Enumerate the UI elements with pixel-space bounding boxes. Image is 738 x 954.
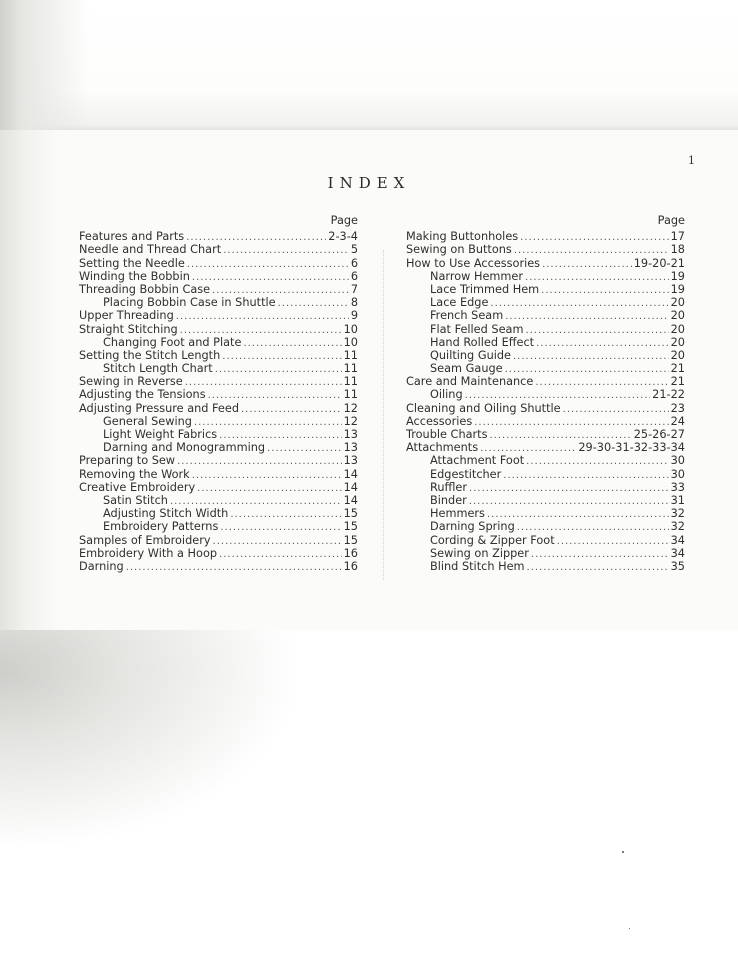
entry-label: Lace Trimmed Hem (430, 282, 540, 296)
index-entry (79, 428, 358, 441)
entry-label: Preparing to Sew (79, 454, 176, 468)
entry-label: Embroidery Patterns (103, 520, 219, 534)
dot-leader (531, 548, 669, 561)
dot-leader (243, 337, 341, 350)
index-entry (79, 309, 358, 322)
entry-page-number: 14 (343, 480, 358, 494)
index-entry (79, 441, 358, 454)
entry-label: Seam Gauge (430, 362, 503, 376)
index-entry (406, 415, 685, 428)
entry-label: Hemmers (430, 507, 485, 521)
index-entry (406, 349, 685, 362)
entry-label: Narrow Hemmer (430, 269, 524, 283)
column-header-page: Page (657, 214, 685, 227)
dot-leader (469, 482, 669, 495)
entry-label: Darning Spring (430, 520, 515, 534)
index-column-left (79, 214, 358, 573)
scan-speck (622, 851, 624, 853)
entry-page-number: 20 (670, 296, 685, 310)
index-entry-list (406, 230, 685, 573)
entry-page-number: 18 (670, 243, 685, 257)
index-entry (406, 441, 685, 454)
entry-label: Placing Bobbin Case in Shuttle (103, 296, 276, 310)
index-entry (79, 415, 358, 428)
index-entry (79, 283, 358, 296)
entry-label: Accessories (406, 414, 473, 428)
entry-page-number: 6 (350, 256, 358, 270)
entry-page-number: 20 (670, 322, 685, 336)
entry-label: Blind Stitch Hem (430, 559, 525, 573)
entry-page-number: 34 (670, 546, 685, 560)
scan-speck (629, 928, 630, 929)
entry-page-number: 15 (343, 520, 358, 534)
entry-page-number: 19 (670, 269, 685, 283)
index-entry (406, 481, 685, 494)
index-entry (406, 534, 685, 547)
index-entry (79, 323, 358, 336)
entry-label: Upper Threading (79, 309, 174, 323)
entry-label: French Seam (430, 309, 504, 323)
index-entry (406, 454, 685, 467)
dot-leader (177, 455, 342, 468)
entry-page-number: 10 (343, 335, 358, 349)
index-entry (406, 283, 685, 296)
entry-label: Satin Stitch (103, 493, 168, 507)
dot-leader (126, 561, 342, 574)
dot-leader (197, 482, 341, 495)
dot-leader (219, 548, 342, 561)
index-entry (79, 388, 358, 401)
entry-page-number: 6 (350, 269, 358, 283)
entry-page-number: 15 (343, 533, 358, 547)
index-entry (406, 230, 685, 243)
entry-label: Lace Edge (430, 296, 489, 310)
page-number: 1 (688, 154, 695, 167)
entry-page-number: 11 (343, 375, 358, 389)
entry-page-number: 21-22 (652, 388, 685, 402)
entry-page-number: 30 (670, 454, 685, 468)
entry-page-number: 16 (343, 559, 358, 573)
dot-leader (223, 244, 349, 257)
entry-page-number: 9 (350, 309, 358, 323)
entry-label: Features and Parts (79, 230, 185, 244)
index-column-right (406, 214, 685, 573)
index-entry-list (79, 230, 358, 573)
index-entry (406, 388, 685, 401)
entry-page-number: 14 (343, 493, 358, 507)
entry-label: Adjusting Pressure and Feed (79, 401, 239, 415)
entry-label: Hand Rolled Effect (430, 335, 535, 349)
dot-leader (513, 350, 669, 363)
entry-page-number: 29-30-31-32-33-34 (578, 441, 685, 455)
entry-label: Darning (79, 559, 124, 573)
index-entry (79, 494, 358, 507)
index-entry (406, 375, 685, 388)
dot-leader (187, 258, 349, 271)
index-entry (406, 336, 685, 349)
index-entry (79, 257, 358, 270)
entry-label: Needle and Thread Chart (79, 243, 222, 257)
dot-leader (535, 376, 668, 389)
entry-label: Changing Foot and Plate (103, 335, 242, 349)
dot-leader (469, 495, 669, 508)
entry-label: How to Use Accessories (406, 256, 541, 270)
entry-page-number: 20 (670, 309, 685, 323)
index-entry (79, 336, 358, 349)
entry-label: Creative Embroidery (79, 480, 196, 494)
entry-label: Attachments (406, 441, 479, 455)
dot-leader (192, 469, 342, 482)
entry-page-number: 19 (670, 282, 685, 296)
entry-page-number: 33 (670, 480, 685, 494)
entry-label: Setting the Stitch Length (79, 348, 221, 362)
index-entry (406, 323, 685, 336)
dot-leader (525, 324, 668, 337)
entry-page-number: 20 (670, 348, 685, 362)
entry-page-number: 30 (670, 467, 685, 481)
entry-label: Setting the Needle (79, 256, 185, 270)
entry-label: Adjusting Stitch Width (103, 507, 229, 521)
entry-label: Threading Bobbin Case (79, 282, 211, 296)
dot-leader (222, 350, 341, 363)
dot-leader (503, 469, 668, 482)
entry-page-number: 32 (670, 507, 685, 521)
index-entry (406, 243, 685, 256)
entry-page-number: 12 (343, 401, 358, 415)
index-entry (79, 534, 358, 547)
entry-label: Stitch Length Chart (103, 362, 213, 376)
entry-label: Oiling (430, 388, 463, 402)
dot-leader (505, 310, 668, 323)
scan-left-edge (0, 130, 60, 630)
index-entry (406, 309, 685, 322)
scan-bottom-shadow (0, 630, 300, 954)
index-entry (406, 494, 685, 507)
column-divider (383, 250, 384, 580)
entry-page-number: 13 (343, 454, 358, 468)
entry-label: Cording & Zipper Foot (430, 533, 555, 547)
index-entry (79, 454, 358, 467)
entry-page-number: 15 (343, 507, 358, 521)
index-entry (79, 349, 358, 362)
dot-leader (542, 258, 632, 271)
entry-page-number: 12 (343, 414, 358, 428)
index-entry (406, 428, 685, 441)
entry-page-number: 13 (343, 441, 358, 455)
dot-leader (563, 403, 669, 416)
dot-leader (185, 376, 342, 389)
entry-label: Adjusting the Tensions (79, 388, 206, 402)
entry-label: Trouble Charts (406, 428, 488, 442)
index-entry (406, 362, 685, 375)
dot-leader (267, 442, 342, 455)
index-entry (406, 507, 685, 520)
index-entry (79, 507, 358, 520)
entry-label: Embroidery With a Hoop (79, 546, 218, 560)
column-header-page: Page (330, 214, 358, 227)
index-entry (406, 270, 685, 283)
dot-leader (490, 297, 668, 310)
index-entry (79, 375, 358, 388)
entry-page-number: 7 (350, 282, 358, 296)
entry-page-number: 20 (670, 335, 685, 349)
dot-leader (241, 403, 342, 416)
dot-leader (541, 284, 668, 297)
index-entry (79, 402, 358, 415)
entry-page-number: 23 (670, 401, 685, 415)
entry-label: Removing the Work (79, 467, 190, 481)
dot-leader (526, 455, 668, 468)
entry-label: Binder (430, 493, 467, 507)
dot-leader (278, 297, 349, 310)
index-entry (79, 520, 358, 533)
entry-page-number: 32 (670, 520, 685, 534)
index-entry (79, 362, 358, 375)
index-entry (79, 481, 358, 494)
index-entry (79, 560, 358, 573)
scan-top-shadow (0, 0, 90, 130)
entry-label: Care and Maintenance (406, 375, 534, 389)
entry-page-number: 35 (670, 559, 685, 573)
index-entry (406, 547, 685, 560)
dot-leader (230, 508, 341, 521)
entry-page-number: 31 (670, 493, 685, 507)
entry-page-number: 25-26-27 (633, 428, 685, 442)
dot-leader (527, 561, 669, 574)
entry-page-number: 13 (343, 428, 358, 442)
index-entry (79, 243, 358, 256)
dot-leader (525, 271, 669, 284)
entry-page-number: 8 (350, 296, 358, 310)
index-entry (406, 402, 685, 415)
entry-page-number: 14 (343, 467, 358, 481)
entry-label: Darning and Monogramming (103, 441, 266, 455)
entry-label: Cleaning and Oiling Shuttle (406, 401, 561, 415)
dot-leader (213, 535, 342, 548)
entry-page-number: 19-20-21 (633, 256, 685, 270)
entry-label: General Sewing (103, 414, 192, 428)
entry-page-number: 21 (670, 375, 685, 389)
entry-page-number: 24 (670, 414, 685, 428)
page-title: INDEX (327, 174, 411, 192)
index-entry (79, 468, 358, 481)
dot-leader (557, 535, 669, 548)
entry-page-number: 11 (343, 362, 358, 376)
entry-label: Attachment Foot (430, 454, 525, 468)
dot-leader (536, 337, 669, 350)
entry-label: Sewing on Zipper (430, 546, 529, 560)
entry-label: Ruffler (430, 480, 468, 494)
dot-leader (192, 271, 349, 284)
dot-leader (520, 231, 668, 244)
index-entry (406, 468, 685, 481)
index-entry (79, 270, 358, 283)
entry-page-number: 21 (670, 362, 685, 376)
index-entry (406, 560, 685, 573)
entry-page-number: 34 (670, 533, 685, 547)
entry-page-number: 2-3-4 (328, 230, 358, 244)
entry-label: Samples of Embroidery (79, 533, 211, 547)
dot-leader (176, 310, 349, 323)
entry-label: Sewing in Reverse (79, 375, 183, 389)
dot-leader (220, 521, 341, 534)
entry-label: Quilting Guide (430, 348, 511, 362)
index-entry (79, 230, 358, 243)
entry-label: Straight Stitching (79, 322, 178, 336)
entry-label: Flat Felled Seam (430, 322, 524, 336)
entry-label: Light Weight Fabrics (103, 428, 218, 442)
entry-label: Sewing on Buttons (406, 243, 512, 257)
entry-page-number: 11 (343, 388, 358, 402)
entry-page-number: 5 (350, 243, 358, 257)
entry-label: Winding the Bobbin (79, 269, 190, 283)
index-entry (406, 257, 685, 270)
entry-label: Making Buttonholes (406, 230, 519, 244)
index-entry (406, 296, 685, 309)
entry-page-number: 11 (343, 348, 358, 362)
entry-page-number: 16 (343, 546, 358, 560)
index-entry (79, 547, 358, 560)
index-entry (79, 296, 358, 309)
entry-page-number: 17 (670, 230, 685, 244)
entry-label: Edgestitcher (430, 467, 502, 481)
index-entry (406, 520, 685, 533)
entry-page-number: 10 (343, 322, 358, 336)
scan-top-margin (0, 0, 738, 130)
dot-leader (215, 363, 342, 376)
